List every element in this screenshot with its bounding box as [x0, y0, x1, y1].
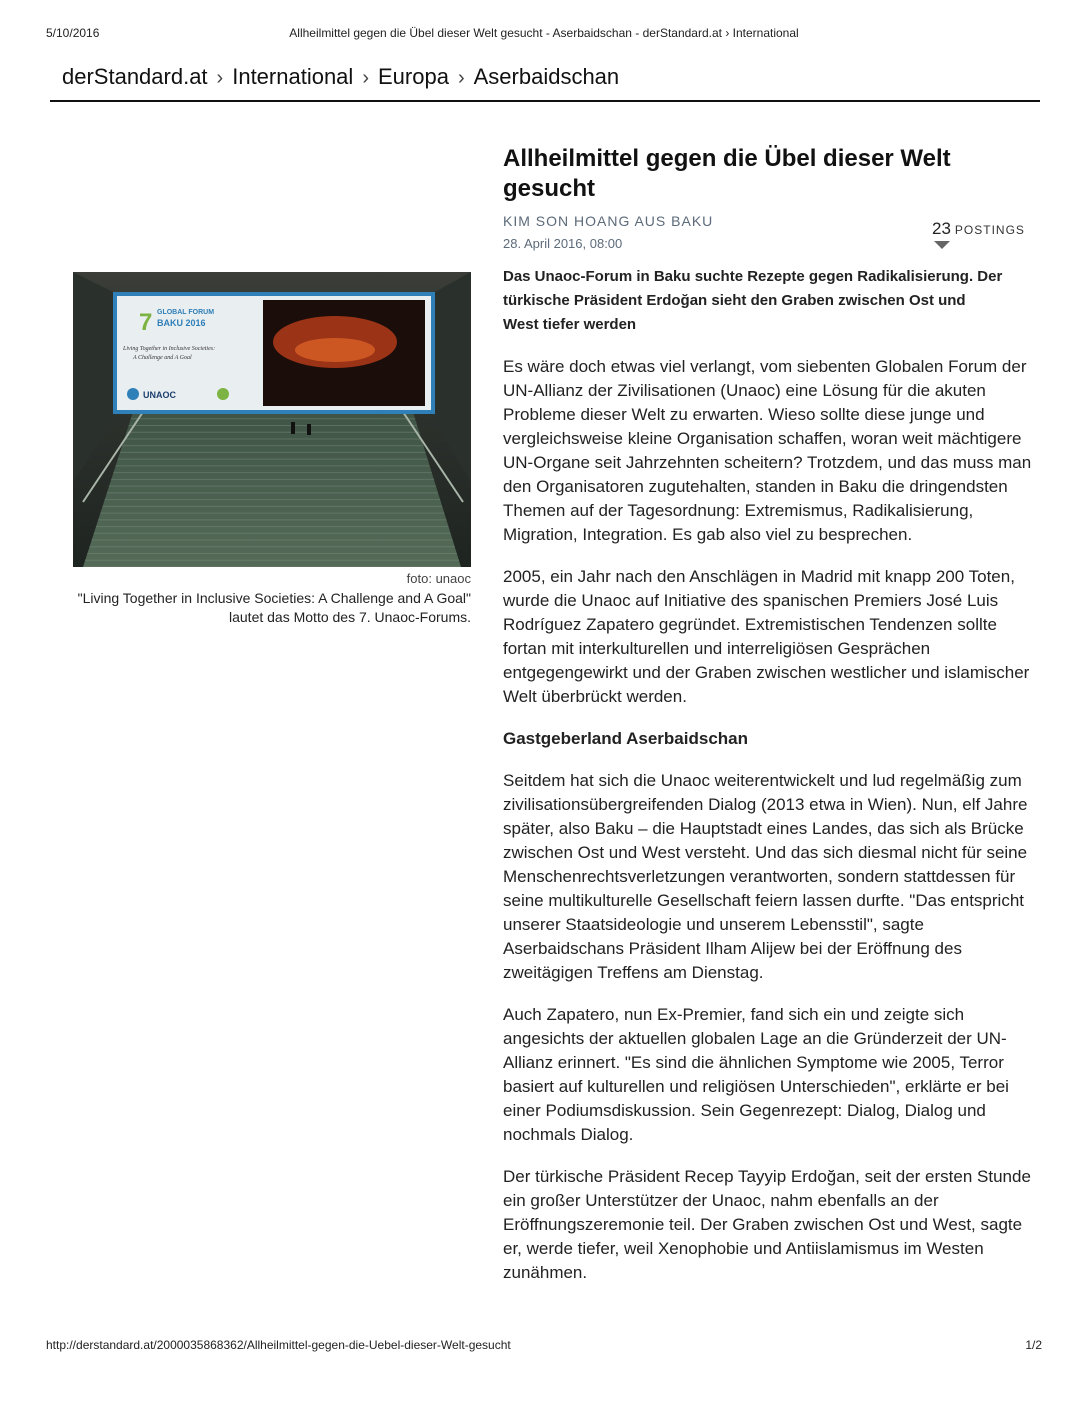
article-photo[interactable] — [73, 272, 471, 567]
breadcrumb-separator: › — [216, 67, 224, 89]
screen-motto-line-2: A Challenge and A Goal — [133, 355, 192, 361]
breadcrumb-separator: › — [362, 67, 369, 89]
print-date: 5/10/2016 — [46, 26, 100, 40]
breadcrumb-separator: › — [457, 67, 465, 89]
forum-stage-image — [73, 272, 471, 567]
azerbaijan-emblem-icon — [217, 388, 229, 400]
photo-caption: "Living Together in Inclusive Societies: A Challenge and A Goal" lautet das Motto des 7. Unaoc-Forums. — [77, 590, 471, 625]
article-paragraph: 2005, ein Jahr nach den Anschlägen in Madrid mit knapp 200 Toten, wurde die Unaoc auf Initiative des spanischen Premiers José Luis Rodríguez Zapatero gegründet. Extremistischen Tendenzen sollte fortan mit interkulturellen und interreligiösen Gesprächen entgegengewirkt und der Graben zwischen westlicher und islamischer Welt überbrückt werden. — [503, 567, 1030, 706]
postings-count: 23 — [932, 219, 951, 238]
print-url: http://derstandard.at/2000035868362/Allheilmittel-gegen-die-Uebel-dieser-Welt-gesucht — [46, 1338, 511, 1352]
screen-subtitle: BAKU 2016 — [157, 318, 206, 328]
article-body — [503, 355, 1033, 1303]
article-headline: Allheilmittel gegen die Übel dieser Welt gesucht — [503, 145, 951, 202]
article-date: 28. April 2016, 08:00 — [503, 236, 623, 251]
breadcrumb-item-europa[interactable]: Europa — [377, 64, 449, 89]
breadcrumb-item-aserbaidschan[interactable]: Aserbaidschan — [473, 64, 620, 89]
print-header — [46, 26, 1042, 42]
breadcrumb-item-home[interactable]: derStandard.at — [62, 64, 208, 89]
print-footer — [46, 1338, 1042, 1352]
photo-credit: foto: unaoc — [406, 571, 471, 586]
screen-number: 7 — [139, 309, 153, 336]
page-number: 1/2 — [1025, 1338, 1042, 1352]
article-paragraph: Der türkische Präsident Recep Tayyip Erdoğan, seit der ersten Stunde ein großer Unterstützer der Unaoc, nahm ebenfalls an der Eröffnungszeremonie teil. Der Graben zwischen Ost und West, sagte er, werde tiefer, weil Xenophobie und Antiislamismus im Westen zunähmen. — [503, 1167, 1031, 1282]
chevron-down-icon[interactable] — [934, 241, 950, 249]
article-paragraph: Seitdem hat sich die Unaoc weiterentwickelt und lud regelmäßig zum zivilisationsübergreifenden Dialog (2013 etwa in Wien). Nun, elf Jahre später, also Baku – die Hauptstadt eines Landes, das sich als Brücke zwischen Ost und West versteht. Und das sich diesmal nicht für seine Menschenrechtsverletzungen verantworten, sondern stattdessen für seine multikulturelle Gesellschaft feiern lassen durfte. "Das entspricht unserer Staatsideologie und unserem Lebensstil", sagte Aserbaidschans Präsident Ilham Alijew bei der Eröffnung des zweitägigen Treffens am Dienstag. — [503, 771, 1028, 982]
article-paragraph: Auch Zapatero, nun Ex-Premier, fand sich ein und zeigte sich angesichts der aktuellen globalen Lage an die Gründerzeit der UN-Allianz erinnert. "Es sind die ähnlichen Symptome wie 2005, Terror basiert auf kulturellen und religiösen Unterschieden", erklärte er bei einer Podiumsdiskussion. Sein Gegenrezept: Dialog, Dialog und nochmals Dialog. — [503, 1005, 1009, 1144]
breadcrumb — [62, 64, 619, 90]
screen-motto-line-1: Living Together in Inclusive Societies: — [123, 346, 216, 352]
screen-title: GLOBAL FORUM — [157, 309, 215, 316]
article-subheading: Gastgeberland Aserbaidschan — [503, 729, 749, 748]
print-title: Allheilmittel gegen die Übel dieser Welt gesucht - Aserbaidschan - derStandard.at › International — [289, 26, 799, 40]
header-divider — [50, 100, 1040, 102]
postings-link[interactable] — [932, 219, 1042, 239]
article-author[interactable]: KIM SON HOANG AUS BAKU — [503, 213, 714, 229]
postings-label: POSTINGS — [954, 223, 1025, 237]
screen-logo: UNAOC — [143, 390, 176, 400]
article-lead: Das Unaoc-Forum in Baku suchte Rezepte gegen Radikalisierung. Der türkische Präsident Erdoğan sieht den Graben zwischen Ost und West tiefer werden — [503, 268, 1003, 333]
un-emblem-icon — [127, 388, 139, 400]
article-paragraph: Es wäre doch etwas viel verlangt, vom siebenten Globalen Forum der UN-Allianz der Zivilisationen (Unaoc) eine Lösung für die akuten Probleme dieser Welt zu erwarten. Wieso sollte diese junge und vergleichsweise kleine Organisation schaffen, woran weit mächtigere UN-Organe seit Jahrzehnten scheitern? Trotzdem, und das muss man den Organisatoren zugutehalten, standen in Baku die dringendsten Themen auf der Tagesordnung: Extremismus, Radikalisierung, Migration, Integration. Es gab also viel zu besprechen. — [503, 357, 1032, 544]
breadcrumb-item-international[interactable]: International — [232, 64, 354, 89]
